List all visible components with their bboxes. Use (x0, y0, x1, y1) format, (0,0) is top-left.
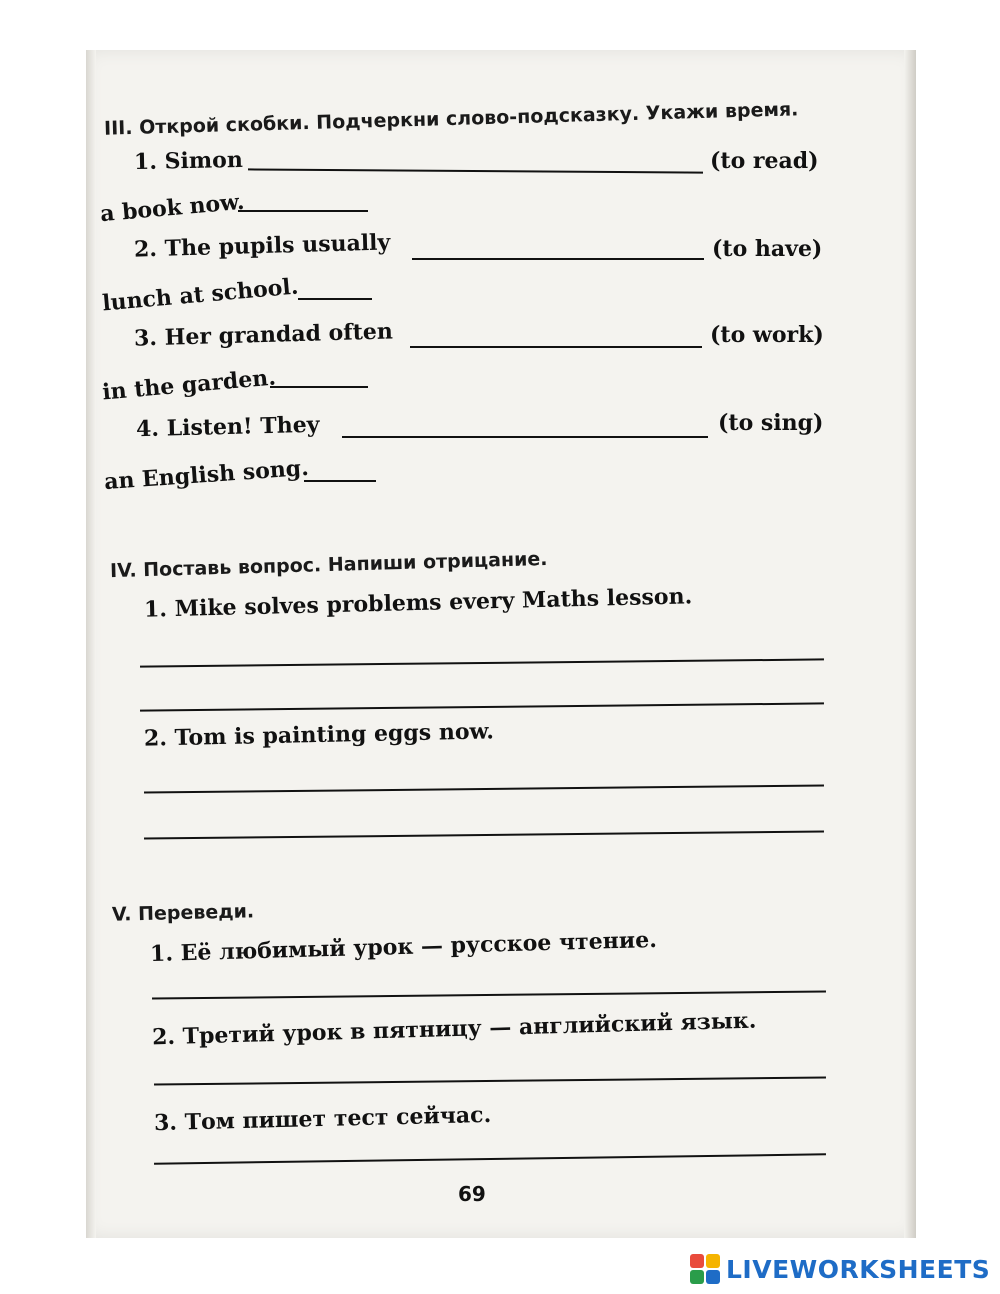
section-5-item-2: 2. Третий урок в пятницу — английский язык. (151, 1007, 757, 1051)
item-end-text: in the garden. (101, 364, 277, 406)
answer-line[interactable] (154, 1153, 826, 1164)
liveworksheets-logo-icon (690, 1254, 720, 1284)
section-4-item-1: 1. Mike solves problems every Maths lesson. (143, 583, 693, 623)
item-start-text: 3. Her grandad often (133, 318, 394, 352)
item-start-text: 1. Simon (133, 146, 244, 176)
verb-hint: (to sing) (718, 410, 824, 436)
section-4-title: IV. Поставь вопрос. Напиши отрицание. (109, 547, 548, 583)
item-end-text: an English song. (103, 454, 310, 496)
answer-line[interactable] (144, 784, 824, 793)
page-edge-right (904, 50, 916, 1238)
tense-blank[interactable] (304, 480, 376, 482)
answer-line[interactable] (144, 830, 824, 839)
section-5-title: V. Переведи. (111, 900, 255, 926)
section-5-item-1: 1. Её любимый урок — русское чтение. (149, 926, 658, 968)
page-edge-left (86, 50, 96, 1238)
verb-hint: (to have) (712, 236, 823, 262)
item-end-text: lunch at school. (101, 273, 300, 317)
tense-blank[interactable] (298, 298, 372, 300)
tense-blank[interactable] (238, 210, 368, 212)
item-start-text: 4. Listen! They (135, 411, 320, 443)
item-end-text: a book now. (99, 188, 246, 228)
answer-line[interactable] (152, 990, 826, 999)
verb-hint: (to read) (710, 148, 819, 174)
answer-blank[interactable] (342, 436, 708, 438)
answer-line[interactable] (140, 658, 824, 667)
page-number: 69 (458, 1182, 486, 1206)
worksheet-page (86, 50, 916, 1238)
answer-blank[interactable] (412, 258, 704, 260)
verb-hint: (to work) (710, 322, 824, 348)
answer-line[interactable] (154, 1076, 826, 1085)
liveworksheets-brand (690, 1254, 990, 1284)
section-5-item-3: 3. Том пишет тест сейчас. (153, 1101, 492, 1137)
answer-blank[interactable] (410, 346, 702, 348)
item-start-text: 2. The pupils usually (133, 229, 391, 263)
section-4-item-2: 2. Tom is painting eggs now. (143, 718, 495, 752)
brand-name: LIVEWORKSHEETS (726, 1254, 991, 1284)
answer-blank[interactable] (248, 168, 703, 173)
section-3-title: III. Открой скобки. Подчеркни слово-подсказку. Укажи время. (103, 98, 799, 140)
tense-blank[interactable] (270, 386, 368, 388)
answer-line[interactable] (140, 702, 824, 711)
